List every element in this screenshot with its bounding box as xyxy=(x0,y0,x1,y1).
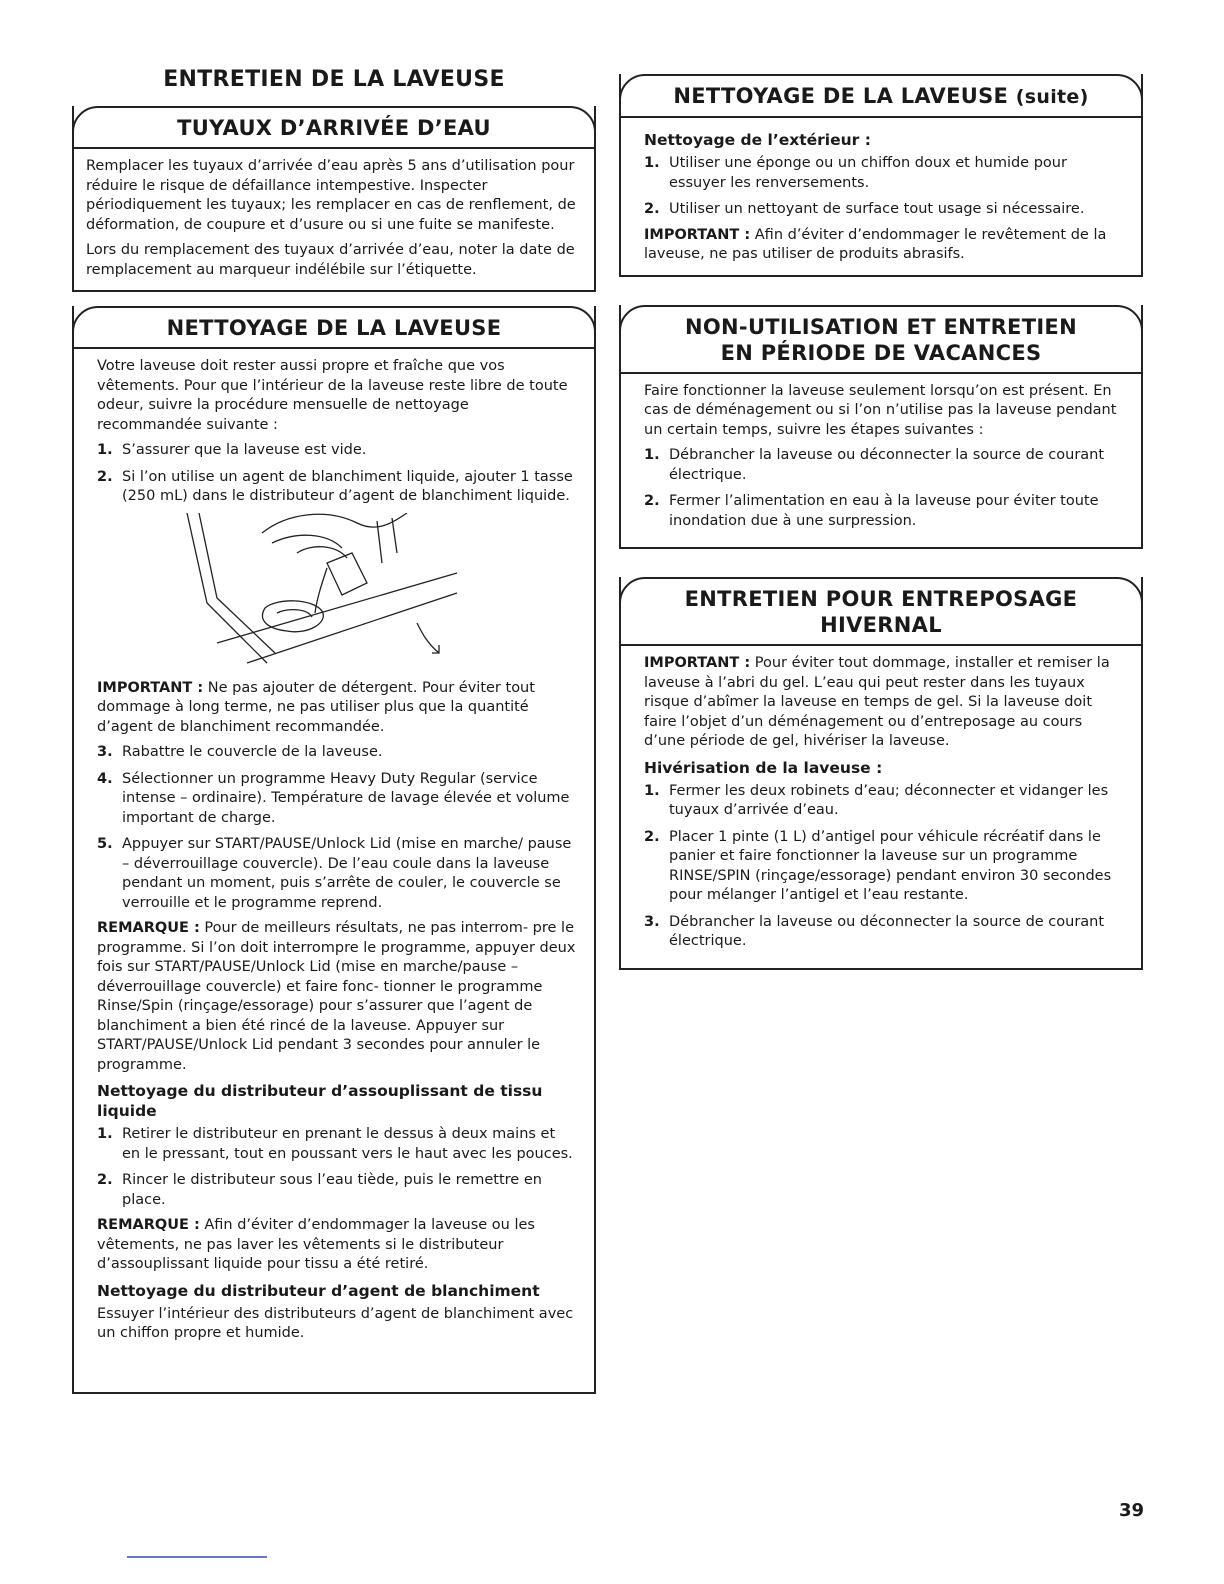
list-item xyxy=(644,446,1123,485)
remarque-label: REMARQUE : xyxy=(97,920,200,936)
remarque-label: REMARQUE : xyxy=(97,1217,200,1233)
vacances-title-line-1: NON-UTILISATION ET ENTRETIEN xyxy=(685,314,1077,339)
step-number: 1. xyxy=(97,1126,113,1142)
step-number: 3. xyxy=(97,744,113,760)
list-item xyxy=(97,1125,576,1164)
step-text: Utiliser un nettoyant de surface tout usage si nécessaire. xyxy=(669,201,1085,217)
exterieur-steps xyxy=(644,154,1123,220)
section-vacances xyxy=(619,305,1143,550)
assouplissant-steps xyxy=(97,1125,576,1210)
bleach-dispenser-illustration xyxy=(177,513,477,673)
step-number: 2. xyxy=(644,493,660,509)
footer-rule xyxy=(127,1556,267,1558)
step-text: Débrancher la laveuse ou déconnecter la source de courant électrique. xyxy=(669,913,1105,949)
suite-important xyxy=(644,226,1123,265)
step-number: 1. xyxy=(644,155,660,171)
remarque-text: Afin d’éviter d’endommager la laveuse ou les vêtements, ne pas laver les vêtements si le distributeur d’assouplissant liquide pour tissu a été retiré. xyxy=(97,1217,535,1272)
step-text: Rincer le distributeur sous l’eau tiède, puis le remettre en place. xyxy=(122,1172,542,1208)
section-suite-title xyxy=(619,74,1143,118)
list-item xyxy=(97,770,576,829)
section-vacances-title xyxy=(619,305,1143,374)
step-text: Rabattre le couvercle de la laveuse. xyxy=(122,744,383,760)
assouplissant-heading: Nettoyage du distributeur d’assouplissant de tissu liquide xyxy=(97,1082,543,1120)
step-number: 2. xyxy=(97,1172,113,1188)
step-number: 2. xyxy=(97,468,113,485)
step-number: 3. xyxy=(644,913,660,930)
list-item xyxy=(644,828,1123,906)
page-title: ENTRETIEN DE LA LAVEUSE xyxy=(163,67,505,92)
remarque-text: Pour de meilleurs résultats, ne pas interrom- pre le programme. Si l’on doit interrompre le programme, appuyer deux fois sur START/PAUSE/Unlock Lid (mise en marche/pause – déverrouillage couvercle) et faire fonc- tionner le programme Rinse/Spin (rinçage/essorage) pour s’assurer que l’agent de blanchiment a bien été rincé de la laveuse. Appuyer sur START/PAUSE/Unlock Lid pendant 3 secondes pour annuler le programme. xyxy=(97,920,576,1073)
section-nettoyage-title: NETTOYAGE DE LA LAVEUSE xyxy=(72,306,596,349)
vacances-intro: Faire fonctionner la laveuse seulement lorsqu’on est présent. En cas de déménagement ou si l’on n’utilise pas la laveuse pendant un certain temps, suivre les étapes suivantes : xyxy=(644,382,1117,438)
step-text: Utiliser une éponge ou un chiffon doux et humide pour essuyer les renversements. xyxy=(669,155,1067,191)
step-text: Appuyer sur START/PAUSE/Unlock Lid (mise en marche/ pause – déverrouillage couvercle). De l’eau coule dans la laveuse pendant un moment, puis s’arrête de couler, le couvercle se verrouille et le programme reprend. xyxy=(122,836,572,911)
tuyaux-paragraph-1: Remplacer les tuyaux d’arrivée d’eau après 5 ans d’utilisation pour réduire le risque de défaillance intempestive. Inspecter périodiquement les tuyaux; les remplacer en cas de renflement, de déformation, de coupure et d’usure ou si une fuite se manifeste. xyxy=(86,158,576,233)
list-item xyxy=(97,743,576,763)
section-tuyaux xyxy=(72,106,596,292)
step-text: Placer 1 pinte (1 L) d’antigel pour véhicule récréatif dans le panier et faire fonctionner la laveuse sur un programme RINSE/SPIN (rinçage/essorage) pendant environ 30 secondes pour mélanger l’antigel et l’eau restante. xyxy=(669,828,1112,903)
step-text: Si l’on utilise un agent de blanchiment liquide, ajouter 1 tasse (250 mL) dans le distributeur d’agent de blanchiment liquide. xyxy=(122,468,573,504)
nettoyage-remarque xyxy=(97,919,576,1075)
important-label: IMPORTANT : xyxy=(97,679,204,696)
vacances-steps xyxy=(644,446,1123,531)
step-text: Débrancher la laveuse ou déconnecter la source de courant électrique. xyxy=(669,447,1105,483)
blanchiment-text: Essuyer l’intérieur des distributeurs d’agent de blanchiment avec un chiffon propre et humide. xyxy=(97,1305,574,1341)
step-number: 1. xyxy=(644,447,660,463)
nettoyage-intro: Votre laveuse doit rester aussi propre et fraîche que vos vêtements. Pour que l’intérieur de la laveuse reste libre de toute odeur, suivre la procédure mensuelle de nettoyage recommandée suivante : xyxy=(97,358,568,433)
exterieur-heading: Nettoyage de l’extérieur : xyxy=(644,131,871,149)
list-item xyxy=(97,441,576,461)
list-item xyxy=(644,154,1123,193)
hivernal-important xyxy=(644,654,1123,752)
step-text: Sélectionner un programme Heavy Duty Regular (service intense – ordinaire). Température de lavage élevée et volume important de charge. xyxy=(122,770,570,826)
important-label: IMPORTANT : xyxy=(644,655,751,671)
important-text: Afin d’éviter d’endommager le revêtement de la laveuse, ne pas utiliser de produits abrasifs. xyxy=(644,226,1107,262)
suite-title-suffix: (suite) xyxy=(1015,86,1089,108)
page-number: 39 xyxy=(1118,1500,1144,1521)
list-item xyxy=(97,468,576,507)
right-column xyxy=(619,74,1143,970)
step-text: S’assurer que la laveuse est vide. xyxy=(122,442,367,458)
step-number: 5. xyxy=(97,836,113,852)
tuyaux-paragraph-2: Lors du remplacement des tuyaux d’arrivée d’eau, noter la date de remplacement au marqueur indélébile sur l’étiquette. xyxy=(86,242,575,278)
hiverisation-heading: Hivérisation de la laveuse : xyxy=(644,758,883,777)
nettoyage-important xyxy=(97,679,576,738)
hivernal-steps xyxy=(644,782,1123,952)
left-column xyxy=(72,66,596,1394)
list-item xyxy=(97,835,576,913)
list-item xyxy=(97,1171,576,1210)
step-number: 1. xyxy=(644,782,660,799)
suite-title-main: NETTOYAGE DE LA LAVEUSE xyxy=(673,84,1009,108)
section-hivernal xyxy=(619,577,1143,970)
step-number: 1. xyxy=(97,442,113,458)
step-text: Fermer les deux robinets d’eau; déconnecter et vidanger les tuyaux d’arrivée d’eau. xyxy=(669,782,1109,818)
step-number: 4. xyxy=(97,770,113,787)
step-number: 2. xyxy=(644,828,660,845)
important-text: Ne pas ajouter de détergent. Pour éviter tout dommage à long terme, ne pas utiliser plus que la quantité d’agent de blanchiment recommandée. xyxy=(97,679,535,735)
step-text: Retirer le distributeur en prenant le dessus à deux mains et en le pressant, tout en poussant vers le haut avec les pouces. xyxy=(122,1126,573,1162)
section-hivernal-title: ENTRETIEN POUR ENTREPOSAGE HIVERNAL xyxy=(619,577,1143,646)
nettoyage-steps-b xyxy=(97,743,576,913)
list-item xyxy=(644,782,1123,821)
list-item xyxy=(644,913,1123,952)
section-tuyaux-title: TUYAUX D’ARRIVÉE D’EAU xyxy=(72,106,596,149)
section-nettoyage-suite xyxy=(619,74,1143,277)
section-nettoyage xyxy=(72,306,596,1394)
nettoyage-remarque-2 xyxy=(97,1216,576,1275)
step-number: 2. xyxy=(644,201,660,217)
list-item xyxy=(644,492,1123,531)
list-item xyxy=(644,200,1123,220)
important-text: Pour éviter tout dommage, installer et remiser la laveuse à l’abri du gel. L’eau qui peut rester dans les tuyaux risque d’abîmer la laveuse en temps de gel. Si la laveuse doit faire l’objet d’un déménagement ou d’entreposage au cours d’une période de gel, hivériser la laveuse. xyxy=(644,655,1110,749)
important-label: IMPORTANT : xyxy=(644,226,751,243)
vacances-title-line-2: EN PÉRIODE DE VACANCES xyxy=(720,340,1042,365)
blanchiment-heading: Nettoyage du distributeur d’agent de blanchiment xyxy=(97,1281,540,1300)
step-text: Fermer l’alimentation en eau à la laveuse pour éviter toute inondation due à une surpression. xyxy=(669,493,1099,529)
nettoyage-steps-a xyxy=(97,441,576,507)
